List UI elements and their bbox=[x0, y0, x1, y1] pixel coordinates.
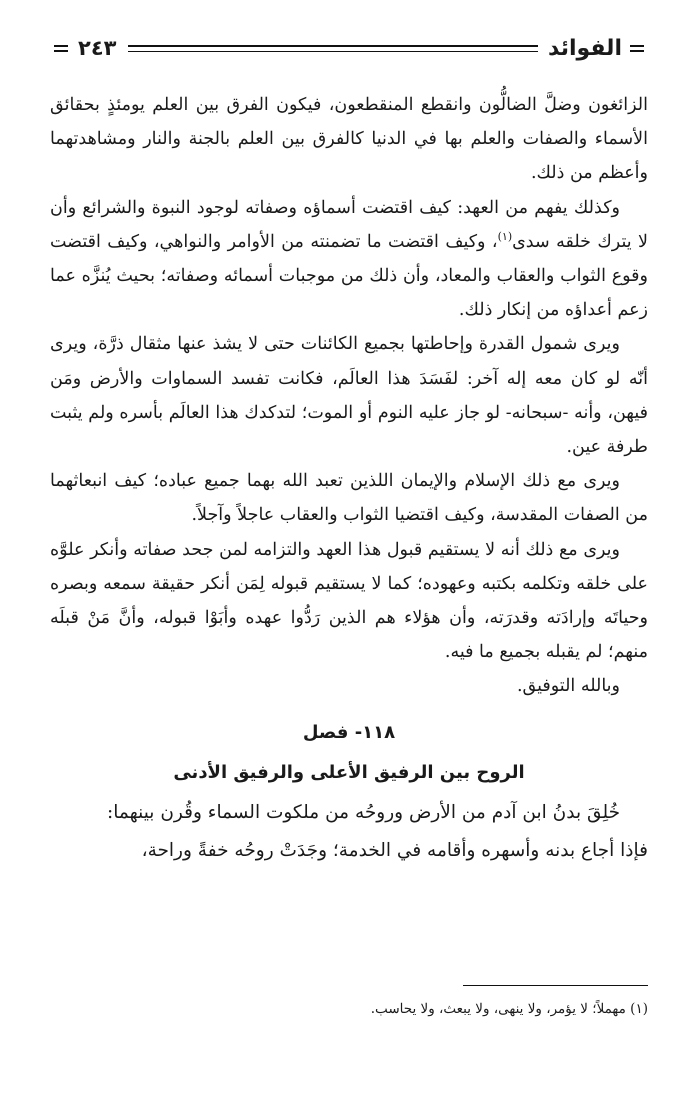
page-header bbox=[50, 28, 648, 68]
section-subtitle: الروح بين الرفيق الأعلى والرفيق الأدنى bbox=[173, 761, 525, 783]
book-page bbox=[50, 0, 648, 1111]
header-rule bbox=[128, 45, 538, 52]
main-text bbox=[50, 88, 648, 870]
footnote-marker: (١) bbox=[497, 229, 513, 243]
paragraph-power: ويرى شمول القدرة وإحاطتها بجميع الكائنات حتى لا يشذ عنها مثقال ذرَّة، ويرى أنّه لو كان معه إله آخر: لفَسَدَ هذا العالَم، فكانت تفسد السماوات والأرض ومَن فيهن، وأنه -سبحانه- لو جاز عليه النوم أو الموت؛ لتدكدك هذا العالَم بأسره ولم يثبت طرفة عين. bbox=[50, 334, 648, 458]
paragraph-continuation: الزائغون وضلَّ الضالُّون وانقطع المنقطعون، فيكون الفرق بين العلم يومئذٍ بحقائق الأسماء والصفات والعلم بها في الدنيا كالفرق بين العلم بالجنة والنار ومشاهدتهما وأعظم من ذلك. bbox=[50, 95, 648, 184]
section-number-title: ١١٨- فصل bbox=[302, 721, 396, 743]
running-title: الفوائد bbox=[548, 35, 622, 61]
footnote-separator bbox=[463, 985, 648, 986]
closing-line: وبالله التوفيق. bbox=[516, 676, 620, 697]
paragraph-islam-iman: ويرى مع ذلك الإسلام والإيمان اللذين تعبد الله بهما جميع عباده؛ كيف انبعاثهما من الصفات المقدسة، وكيف اقتضيا الثواب والعقاب عاجلاً وآجلاً. bbox=[50, 471, 648, 526]
paragraph-covenant bbox=[50, 191, 648, 328]
header-dash-left bbox=[54, 45, 68, 52]
section-paragraph: خُلِقَ بدنُ ابن آدم من الأرض وروحُه من ملكوت السماء وقُرن بينهما: bbox=[107, 801, 620, 823]
page-number: ٢٤٣ bbox=[78, 36, 117, 60]
paragraph-covenant-part-2: ، وكيف اقتضت ما تضمنته من الأوامر والنواهي، وكيف اقتضت وقوع الثواب والعقاب والمعاد، وأن ذلك من موجبات أسمائه وصفاته؛ بحيث يُنزَّه عما زعم أعداؤه من إنكار ذلك. bbox=[50, 231, 648, 321]
paragraph-acceptance: ويرى مع ذلك أنه لا يستقيم قبول هذا العهد والتزامه لمن جحد صفاته وأنكر علوَّه على خلقه وتكلمه بكتبه وعهوده؛ كما لا يستقيم قبوله لِمَن أنكر حقيقة سمعه وبصره وحياتَه وإرادَته وقدرَته، وأن هؤلاء هم الذين رَدُّوا عهده وأبَوْا قبوله، وأنَّ مَنْ قبلَه منهم؛ لم يقبله بجميع ما فيه. bbox=[50, 539, 648, 663]
footnote: (١) مهملاً؛ لا يؤمر، ولا ينهى، ولا يبعث، ولا يحاسب. bbox=[370, 1001, 648, 1017]
header-dash-right bbox=[630, 45, 644, 52]
section-paragraph: فإذا أجاع بدنه وأسهره وأقامه في الخدمة؛ وجَدَتْ روحُه خفةً وراحة، bbox=[141, 839, 648, 861]
paragraph-covenant-part-1: وكذلك يفهم من العهد: كيف اقتضت أسماؤه وصفاته لوجود النبوة والشرائع وأن لا يترك خلقه سدى bbox=[50, 197, 648, 252]
